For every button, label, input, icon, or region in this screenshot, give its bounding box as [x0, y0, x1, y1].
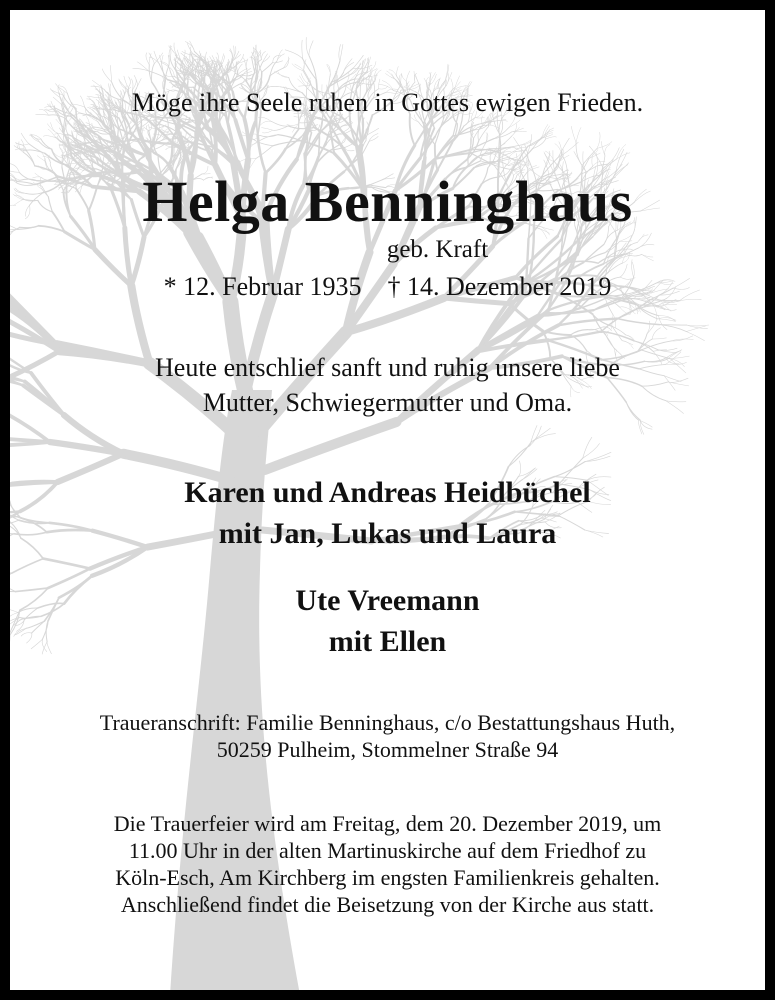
ceremony-line: 11.00 Uhr in der alten Martinuskirche auf dem Friedhof zu — [128, 838, 647, 863]
message-line: Heute entschlief sanft und ruhig unsere liebe — [155, 353, 620, 382]
ceremony-line: Die Trauerfeier wird am Freitag, dem 20. Dezember 2019, um — [113, 811, 662, 836]
birth-name: geb. Kraft — [386, 236, 489, 263]
deceased-name: Helga Benninghaus — [142, 169, 633, 234]
address-line: 50259 Pulheim, Stommelner Straße 94 — [216, 737, 559, 762]
address-line: Traueranschrift: Familie Benninghaus, c/o Bestattungshaus Huth, — [99, 710, 676, 735]
birth-date: * 12. Februar 1935 — [163, 272, 362, 301]
death-date: † 14. Dezember 2019 — [387, 272, 612, 301]
family-line: mit Ellen — [328, 625, 447, 658]
family-line: mit Jan, Lukas und Laura — [218, 517, 557, 550]
motto: Möge ihre Seele ruhen in Gottes ewigen Frieden. — [131, 88, 644, 117]
ceremony-line: Köln-Esch, Am Kirchberg im engsten Familienkreis gehalten. — [115, 865, 660, 890]
ceremony-line: Anschließend findet die Beisetzung von der Kirche aus statt. — [120, 892, 655, 917]
life-dates — [10, 272, 765, 302]
family-line: Karen und Andreas Heidbüchel — [184, 476, 591, 509]
message-line: Mutter, Schwiegermutter und Oma. — [202, 388, 573, 417]
family-line: Ute Vreemann — [295, 584, 480, 617]
